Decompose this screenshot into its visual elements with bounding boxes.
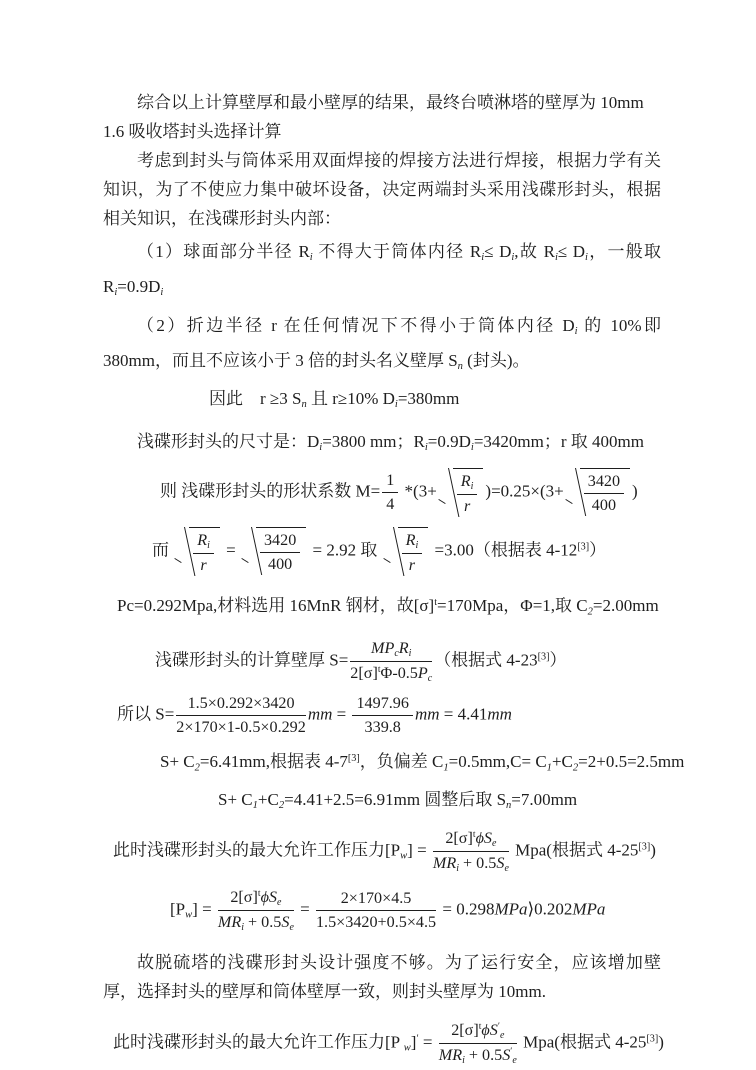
fraction: $\frac{1}{4}$ bbox=[382, 470, 398, 515]
formula-max-pressure-calc: $[P_w]$ = $\frac{2[\sigma]^t\phi S_e}{MR_i + 0.5S_e}$ = $\frac{2\times 170\times 4.5}{1.5\times 3420+0.5\times 4.5}$ = 0.298MPa⟩0.202MPa bbox=[170, 887, 606, 933]
formula-shape-factor: 则 浅碟形封头的形状系数 M= $\frac{1}{4}$ *(3+ $\frac{R_i}{r}$ )=0.25×(3+ $\frac{3420}{400}$ ) bbox=[160, 468, 661, 517]
fraction: $\frac{MP_cR_i}{2[\sigma]^t\Phi-0.5P_c}$ bbox=[350, 640, 433, 685]
formula-max-pressure-def: 此时浅碟形封头的最大允许工作压力$[P_w]$ = $\frac{2[\sigma]^t\phi S_e}{MR_i + 0.5S_e}$ Mpa(根据式 4-25[3]) bbox=[113, 828, 656, 874]
fraction: $\frac{2\times 170\times 4.5}{1.5\times 3420+0.5\times 4.5}$ bbox=[315, 889, 437, 931]
sqrt-radical bbox=[566, 468, 630, 516]
sqrt-radical bbox=[384, 527, 429, 576]
fraction: $\frac{1.5\times 0.292\times 3420}{2\times 170\times 1-0.5\times 0.292}$ bbox=[176, 695, 306, 737]
fraction: $\frac{2[\sigma]^t\phi S_e}{MR_i + 0.5S_e}$ bbox=[217, 887, 294, 933]
line-rounded-thickness: $S+ C_1+C_2=4.41+2.5=6.91mm$ 圆整后取 $S_n=7.00mm$ bbox=[218, 789, 578, 811]
para-item-1: （1）球面部分半径 $R_i$ 不得大于筒体内径 $R_i\le D_i$,故 $R_i\le D_i$，一般取 $R_i=0.9D_i$ bbox=[103, 242, 662, 299]
sqrt-symbol-icon bbox=[566, 468, 580, 516]
fraction: $\frac{3420}{400}$ bbox=[584, 471, 624, 516]
para-wall-summary: 综合以上计算壁厚和最小壁厚的结果，最终台喷淋塔的壁厚为 10mm bbox=[137, 93, 644, 112]
fraction: $\frac{1497.96}{339.8}$ bbox=[352, 693, 412, 738]
fraction: $\frac{2[\sigma]^t\phi S'_e}{MR_i + 0.5S'_e}$ bbox=[438, 1020, 517, 1066]
para-conclusion: 故脱硫塔的浅碟形封头设计强度不够。为了运行安全，应该增加壁厚，选择封头的壁厚和筒体壁厚一致，则封头壁厚为 10mm. bbox=[103, 952, 661, 1001]
line-head-dimensions: 浅碟形封头的尺寸是：$D_i=3800$ mm；$R_i=0.9D_i=3420mm$；r 取 400mm bbox=[137, 431, 644, 453]
para-item-2: （2）折边半径 r 在任何情况下不得小于筒体内径 $D_i$ 的 10%即 380mm，而且不应该小于 3 倍的封头名义壁厚 $S_n$ (封头)。 bbox=[103, 316, 661, 373]
line-therefore: 因此 r ≥3 $S_n$ 且 r≥10% $D_i=380mm$ bbox=[209, 388, 460, 410]
line-allowance-c: $S+ C_2=6.41mm$,根据表 4-7[3]，负偏差 $C_1=0.5mm,C= C_1+C_2=2+0.5=2.5mm$ bbox=[160, 752, 685, 774]
fraction: $\frac{R_i}{r}$ bbox=[193, 530, 214, 576]
formula-max-pressure-new-def: 此时浅碟形封头的最大允许工作压力[P $_w$]′ = $\frac{2[\sigma]^t\phi S'_e}{MR_i + 0.5S'_e}$ Mpa(根据式 4-25[3]) bbox=[113, 1020, 664, 1066]
sqrt-radical bbox=[242, 527, 306, 575]
sqrt-symbol-icon bbox=[242, 527, 256, 575]
sqrt-radical bbox=[439, 468, 484, 517]
sqrt-symbol-icon bbox=[175, 527, 189, 576]
line-material-params: Pc=0.292Mpa,材料选用 16MnR 钢材，故$[\sigma]^t=170Mpa$，Φ=1,取 $C_2=2.00mm$ bbox=[117, 596, 659, 618]
sqrt-radical bbox=[175, 527, 220, 576]
fraction: $\frac{2[\sigma]^t\phi S_e}{MR_i + 0.5S_e}$ bbox=[432, 828, 509, 874]
formula-wall-thickness-def: 浅碟形封头的计算壁厚 S= $\frac{MP_cR_i}{2[\sigma]^t\Phi-0.5P_c}$ （根据式 4-23[3]） bbox=[155, 640, 567, 685]
fraction: $\frac{3420}{400}$ bbox=[260, 530, 300, 575]
sqrt-symbol-icon bbox=[439, 468, 453, 517]
sqrt-symbol-icon bbox=[384, 527, 398, 576]
section-heading: 1.6 吸收塔封头选择计算 bbox=[103, 122, 282, 141]
formula-wall-thickness-calc: 所以 S= $\frac{1.5\times 0.292\times 3420}{2\times 170\times 1-0.5\times 0.292}$ mm = $\frac{1497.96}{339.8}$ mm = 4.41mm bbox=[117, 695, 512, 737]
fraction: $\frac{R_i}{r}$ bbox=[457, 471, 478, 517]
fraction: $\frac{R_i}{r}$ bbox=[402, 530, 423, 576]
para-intro: 考虑到封头与筒体采用双面焊接的焊接方法进行焊接，根据力学有关 知识，为了不使应力集中破坏设备，决定两端封头采用浅碟形封头，根据相关知识，在浅碟形封头内部： bbox=[103, 151, 661, 228]
formula-sqrt-ratio: 而 $\frac{R_i}{r}$ = $\frac{3420}{400}$ = 2.92 取 $\frac{R_i}{r}$ =3.00（根据表 4-12[3]） bbox=[152, 527, 661, 576]
